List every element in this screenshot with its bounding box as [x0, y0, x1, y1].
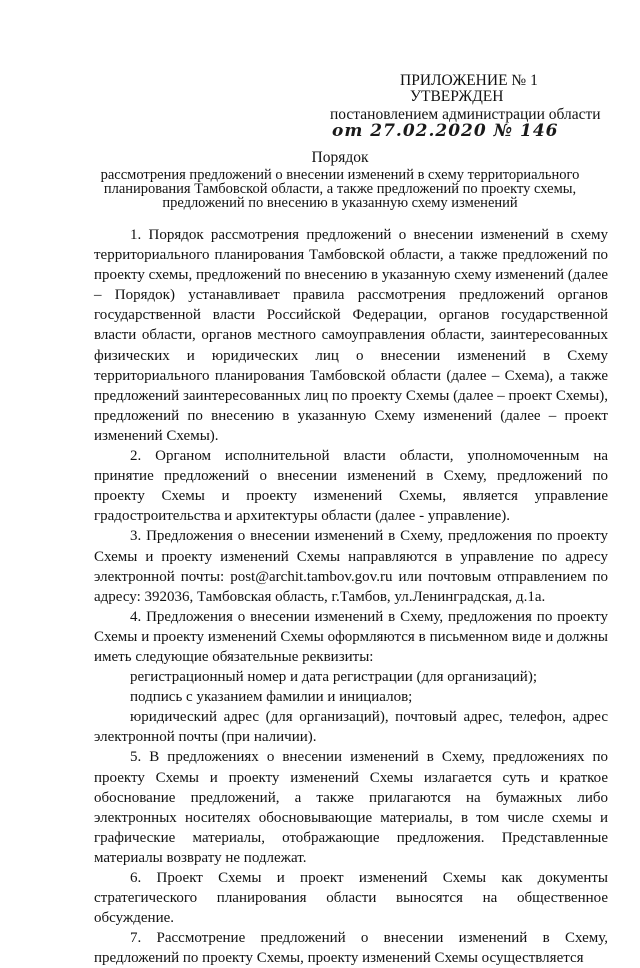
requisite-item-registration: регистрационный номер и дата регистрации (для организаций); [130, 669, 537, 686]
requisite-item-signature: подпись с указанием фамилии и инициалов; [130, 689, 413, 706]
paragraph-5: 5. В предложениях о внесении изменений в Схему, предложениях по проекту Схемы и проекту изменений Схемы излагается суть и краткое обоснование предложений, а также прилагаются на бумажных либо электронных носителях обосновывающие материалы, в том числе схемы и графические материалы, отображающие предложения. Представленные материалы возврату не подлежат. [94, 749, 608, 866]
paragraph-1: 1. Порядок рассмотрения предложений о внесении изменений в схему территориального планирования Тамбовской области, а также предложений по проекту схемы, предложений по внесению в указанную схему изменений (далее – Порядок) устанавливает правила рассмотрения предложений органов государственной власти Российской Федерации, органов государственной власти области, органов местного самоуправления области, заинтересованных физических и юридических лиц о внесении изменений в Схему территориального планирования Тамбовской области (далее – Схема), а также предложений заинтересованных лиц по проекту Схемы (далее – проект Схемы), предложений по внесению в указанную Схему изменений (далее – проект изменений Схемы). [94, 227, 608, 444]
document-body [94, 225, 608, 968]
paragraph-6: 6. Проект Схемы и проект изменений Схемы как документы стратегического планирования области выносятся на общественное обсуждение. [94, 870, 608, 927]
approved-label: УТВЕРЖДЕН [410, 88, 504, 105]
document-title-block [80, 150, 600, 210]
document-subtitle: рассмотрения предложений о внесении изменений в схему территориального планирования Тамбовской области, а также предложений по проекту схемы, предложений по внесению в указанную схему изменений [100, 167, 580, 211]
paragraph-3: 3. Предложения о внесении изменений в Схему, предложения по проекту Схемы и проекту изменений Схемы направляются в управление по адресу электронной почты: post@archit.tambov.gov.ru или почтовым отправлением по адресу: 392036, Тамбовская область, г.Тамбов, ул.Ленинградская, д.1а. [94, 528, 608, 605]
paragraph-2: 2. Органом исполнительной власти области, уполномоченным на принятие предложений о внесении изменений в Схему, предложений по проекту Схемы и проекту изменений Схемы, является управление градостроительства и архитектуры области (далее - управление). [94, 448, 608, 525]
document-title: Порядок [311, 149, 369, 166]
appendix-number: ПРИЛОЖЕНИЕ № 1 [400, 72, 538, 89]
decree-reference: постановлением администрации области [330, 106, 601, 123]
handwritten-date-number: от 27.02.2020 № 146 [332, 121, 559, 141]
requisite-item-address: юридический адрес (для организаций), почтовый адрес, телефон, адрес электронной почты (при наличии). [94, 709, 608, 746]
paragraph-4: 4. Предложения о внесении изменений в Схему, предложения по проекту Схемы и проекту изменений Схемы оформляются в письменном виде и должны иметь следующие обязательные реквизиты: [94, 608, 608, 665]
paragraph-7: 7. Рассмотрение предложений о внесении изменений в Схему, предложений по проекту Схемы, проекту изменений Схемы осуществляется [94, 930, 608, 967]
